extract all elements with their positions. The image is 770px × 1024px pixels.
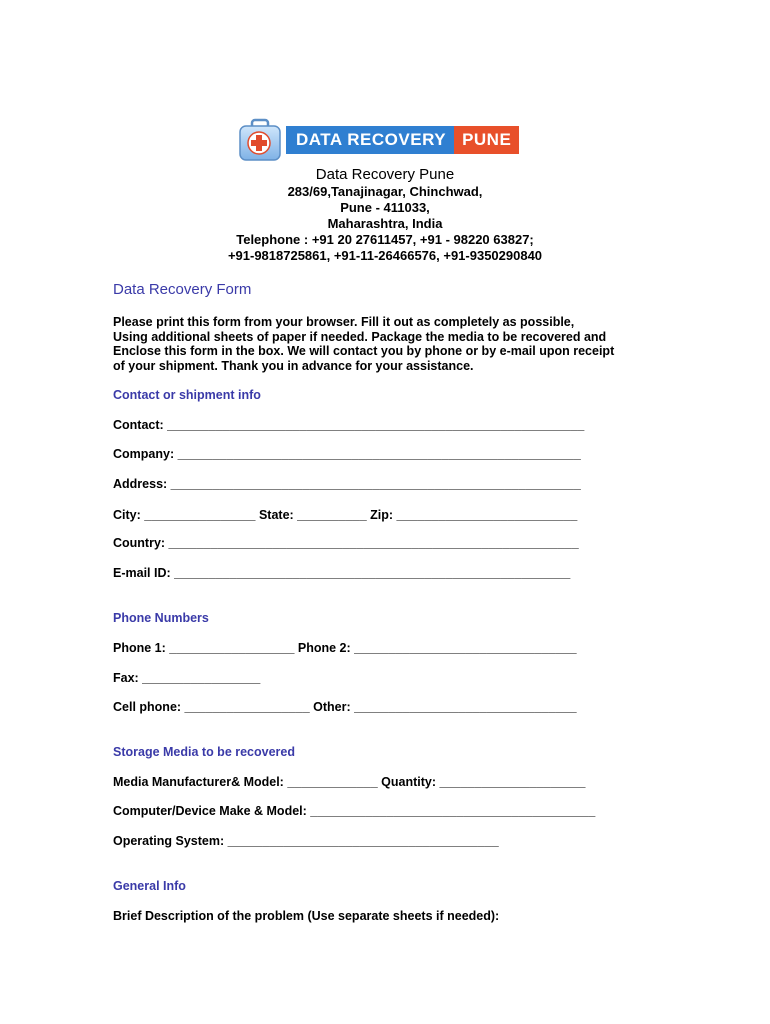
logo-text: DATA RECOVERY	[296, 130, 447, 149]
operating-system-field: Operating System: _______________________________________	[113, 834, 499, 848]
instructions	[113, 315, 653, 373]
city-state-zip-field: City: ________________ State: __________ Zip: __________________________	[113, 508, 578, 522]
email-field: E-mail ID: _________________________________________________________	[113, 566, 571, 580]
company-name: Data Recovery Pune	[315, 166, 455, 183]
first-aid-kit-icon	[238, 118, 282, 162]
contact-field: Contact: ____________________________________________________________	[113, 418, 585, 432]
cell-phone-field: Cell phone: __________________ Other: ________________________________	[113, 700, 577, 714]
media-manufacturer-field: Media Manufacturer& Model: _____________ Quantity: _____________________	[113, 775, 586, 789]
contact-section-heading: Contact or shipment info	[113, 388, 261, 402]
address-line-3: Maharashtra, India	[327, 216, 443, 231]
problem-description-label: Brief Description of the problem (Use separate sheets if needed):	[113, 909, 500, 923]
telephone-line-1: Telephone : +91 20 27611457, +91 - 98220 63827;	[236, 232, 534, 247]
telephone-line-2: +91-9818725861, +91-11-26466576, +91-9350290840	[227, 248, 543, 263]
instruction-line: Enclose this form in the box. We will contact you by phone or by e-mail upon receipt	[113, 344, 615, 358]
form-title: Data Recovery Form	[113, 281, 252, 298]
general-section-heading: General Info	[113, 879, 186, 893]
address-line-2: Pune - 411033,	[340, 200, 430, 215]
instruction-line: of your shipment. Thank you in advance for your assistance.	[113, 358, 474, 373]
logo-text-city: PUNE	[454, 126, 519, 154]
phone-fields: Phone 1: __________________ Phone 2: ________________________________	[113, 641, 577, 655]
company-logo	[238, 118, 519, 162]
country-field: Country: ___________________________________________________________	[113, 536, 579, 550]
instruction-line: Using additional sheets of paper if needed. Package the media to be recovered and	[113, 329, 607, 344]
logo-banner	[286, 126, 519, 154]
phone-section-heading: Phone Numbers	[113, 611, 209, 625]
instruction-line: Please print this form from your browser. Fill it out as completely as possible,	[113, 315, 575, 329]
device-model-field: Computer/Device Make & Model: _________________________________________	[113, 804, 596, 818]
address-line-1: 283/69,Tanajinagar, Chinchwad,	[287, 184, 483, 199]
storage-section-heading: Storage Media to be recovered	[113, 745, 296, 759]
fax-field: Fax: _________________	[113, 671, 261, 685]
address-field: Address: ___________________________________________________________	[113, 477, 581, 491]
company-field: Company: __________________________________________________________	[113, 447, 581, 461]
